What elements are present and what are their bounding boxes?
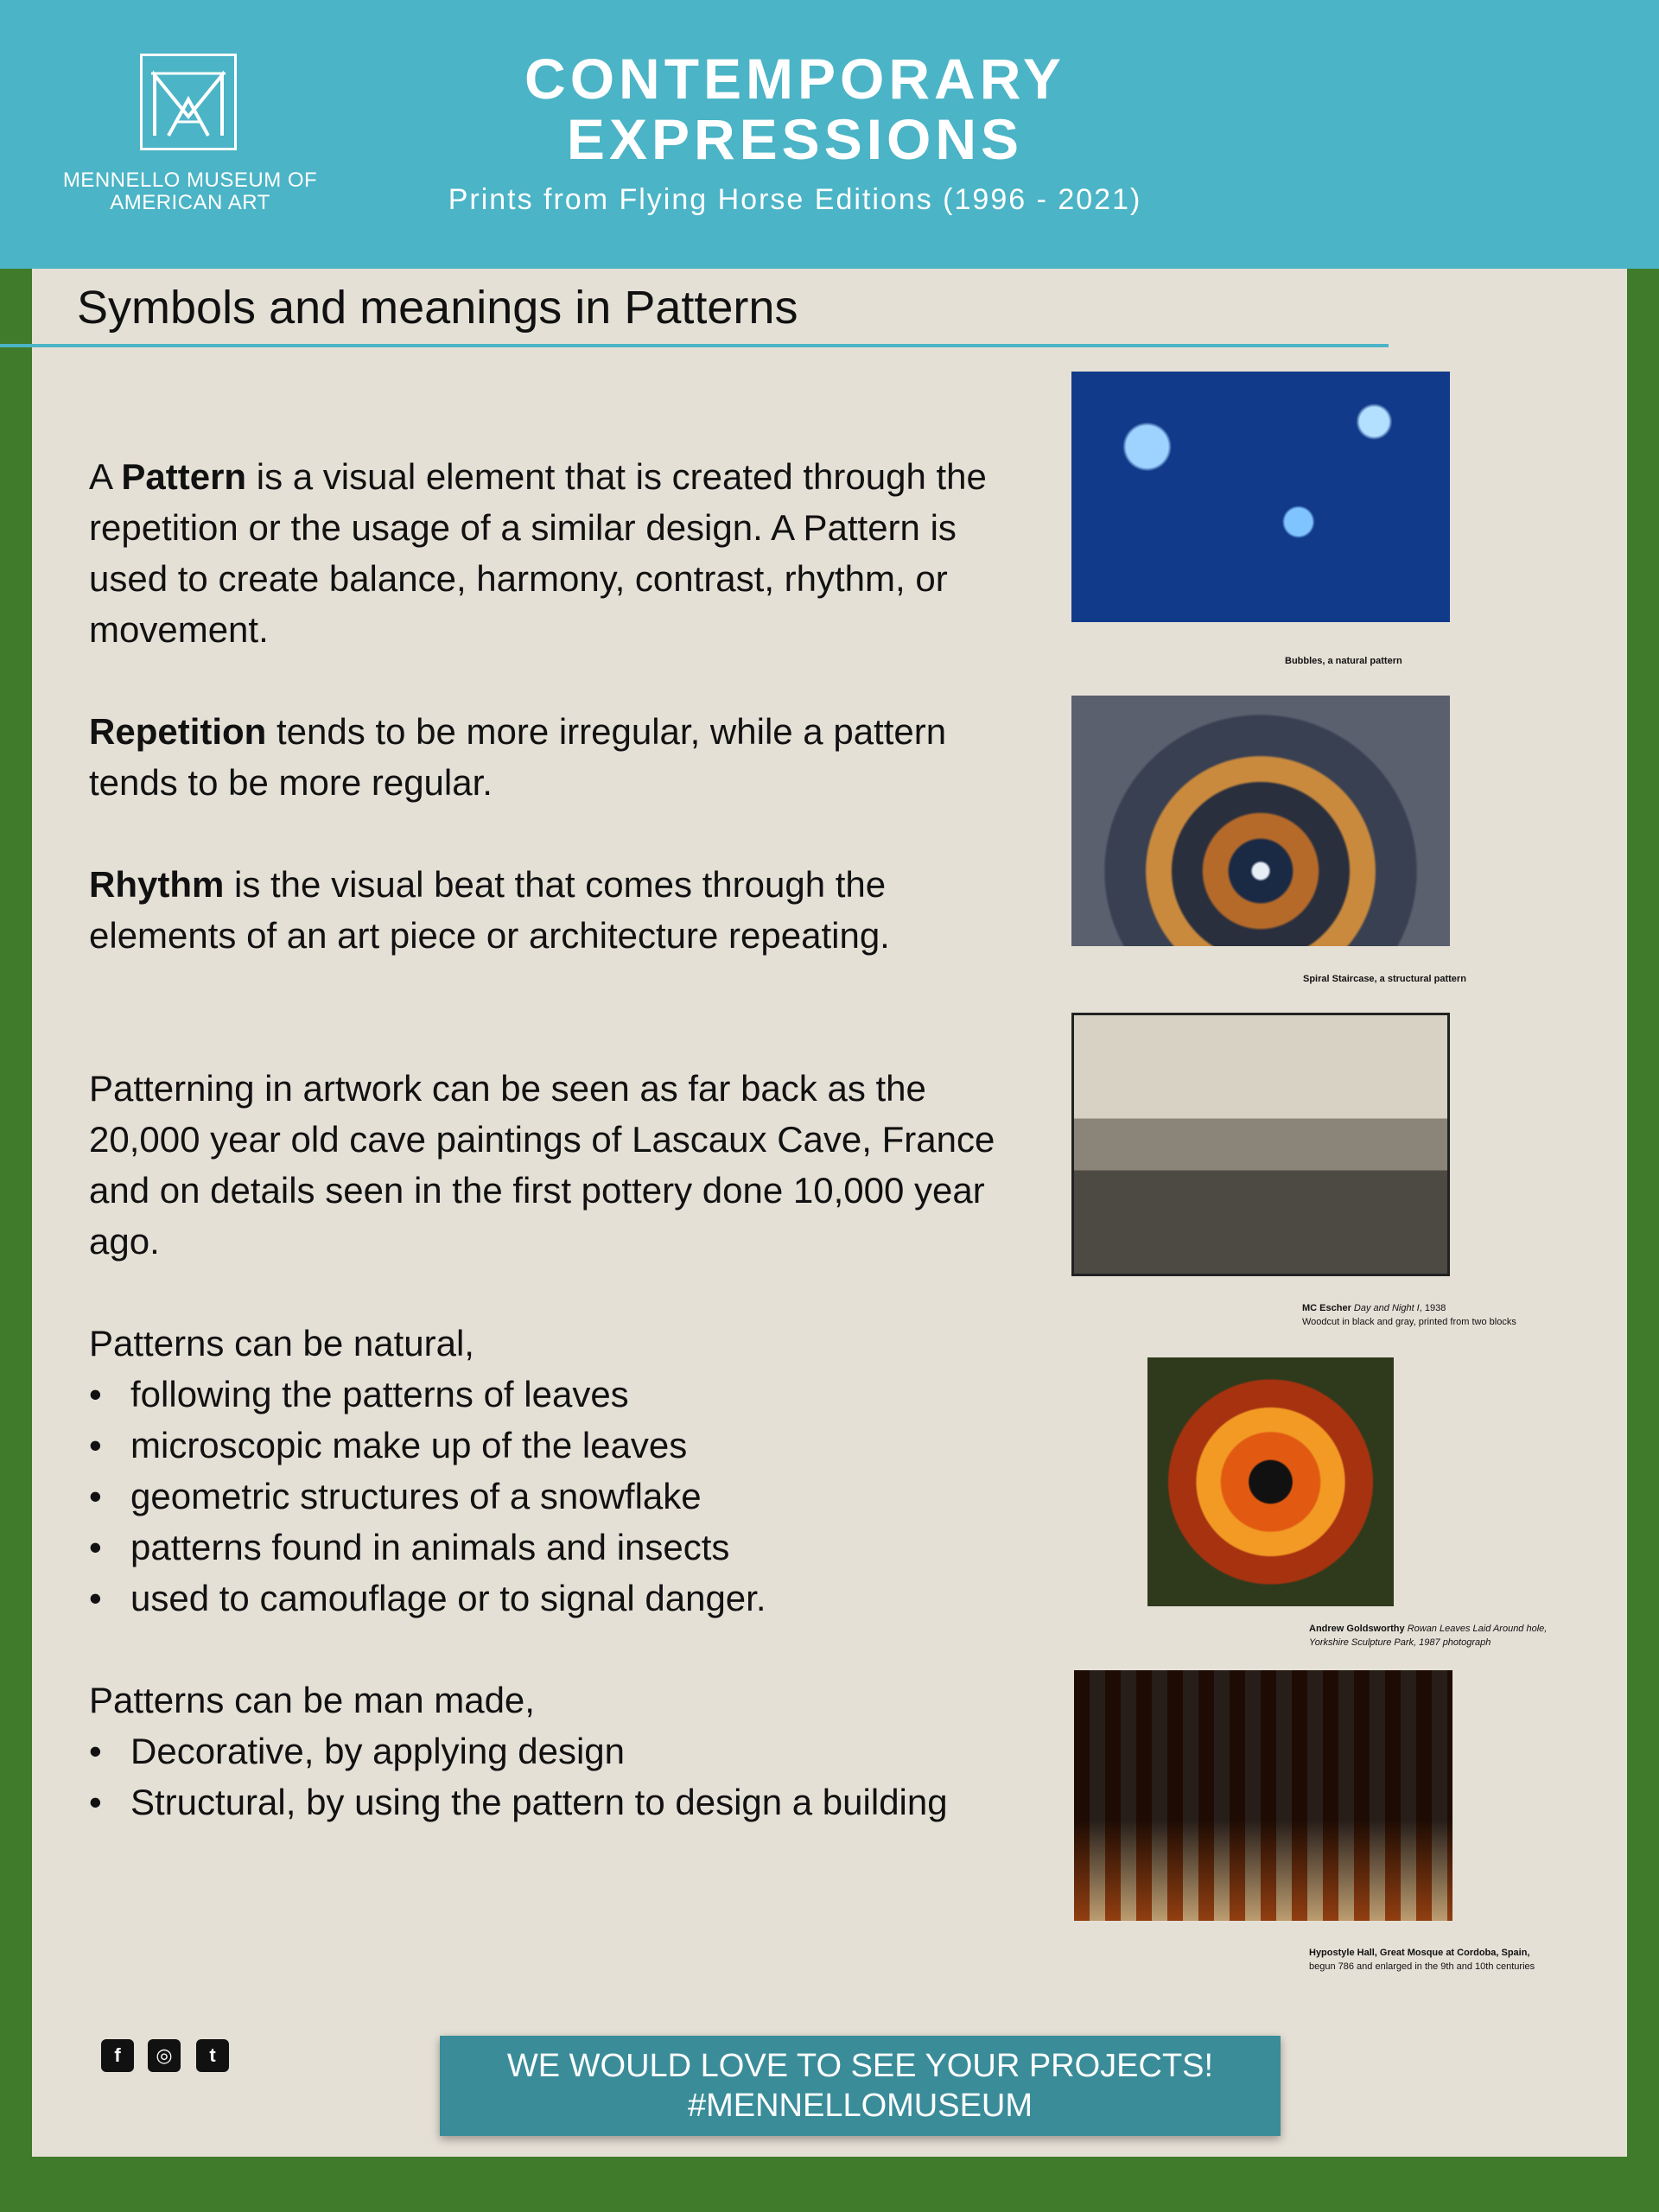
museum-logo (140, 54, 237, 150)
page-subtitle: Prints from Flying Horse Editions (1996 - 2021) (448, 183, 1142, 216)
instagram-icon[interactable]: ◎ (148, 2039, 181, 2072)
twitter-icon[interactable]: t (196, 2039, 229, 2072)
term-rhythm: Rhythm (89, 864, 225, 905)
list-item: • Structural, by using the pattern to design a building (89, 1777, 996, 1827)
list-item: • used to camouflage or to signal danger. (89, 1573, 996, 1624)
paragraph-rhythm: Rhythm is the visual beat that comes through the elements of an art piece or architecture repeating. (89, 864, 890, 956)
list-item: • following the patterns of leaves (89, 1369, 996, 1420)
museum-logo-icon (143, 56, 234, 148)
natural-intro: Patterns can be natural, (89, 1323, 474, 1363)
term-pattern: Pattern (121, 456, 247, 497)
logo-text: MENNELLO MUSEUM OF AMERICAN ART (62, 168, 318, 214)
paragraph-history: Patterning in artwork can be seen as far back as the 20,000 year old cave paintings of Lascaux Cave, France and on details seen in the first pottery done 10,000 year ago. (89, 1068, 995, 1262)
list-item: • microscopic make up of the leaves (89, 1420, 996, 1471)
page-title: CONTEMPORARY EXPRESSIONS (524, 47, 1065, 171)
cta-hashtag: #MENNELLOMUSEUM (687, 2088, 1033, 2124)
manmade-intro: Patterns can be man made, (89, 1680, 535, 1720)
bubbles-caption: Bubbles, a natural pattern (1285, 656, 1402, 666)
header-banner (0, 0, 1659, 269)
facebook-icon[interactable]: f (101, 2039, 134, 2072)
mosque-photo (1074, 1670, 1452, 1921)
mosque-caption: Hypostyle Hall, Great Mosque at Cordoba, Spain, begun 786 and enlarged in the 9th and 10th centuries (1309, 1948, 1535, 1972)
paragraph-repetition: Repetition tends to be more irregular, while a pattern tends to be more regular. (89, 711, 947, 803)
cta-line-1: WE WOULD LOVE TO SEE YOUR PROJECTS! (506, 2048, 1214, 2084)
escher-print-image (1071, 1013, 1450, 1276)
goldsworthy-caption: Andrew Goldsworthy Rowan Leaves Laid Around hole, Yorkshire Sculpture Park, 1987 photograph (1309, 1624, 1548, 1648)
list-item: • geometric structures of a snowflake (89, 1471, 996, 1522)
natural-list (89, 1369, 996, 1624)
bubbles-photo (1071, 372, 1450, 622)
paragraph-pattern: A Pattern is a visual element that is created through the repetition or the usage of a similar design. A Pattern is used to create balance, harmony, contrast, rhythm, or movement. (89, 456, 987, 650)
term-repetition: Repetition (89, 711, 267, 752)
spiral-staircase-photo (1071, 696, 1450, 946)
heading-divider (0, 344, 1389, 347)
escher-caption: MC Escher Day and Night I, 1938 Woodcut in black and gray, printed from two blocks (1302, 1303, 1516, 1327)
goldsworthy-photo (1147, 1357, 1394, 1606)
list-item: • patterns found in animals and insects (89, 1522, 996, 1573)
section-heading: Symbols and meanings in Patterns (77, 282, 798, 334)
share-projects-banner (440, 2036, 1281, 2136)
staircase-caption: Spiral Staircase, a structural pattern (1303, 974, 1466, 984)
manmade-list (89, 1726, 996, 1827)
article-body (89, 451, 996, 1827)
list-item: • Decorative, by applying design (89, 1726, 996, 1777)
